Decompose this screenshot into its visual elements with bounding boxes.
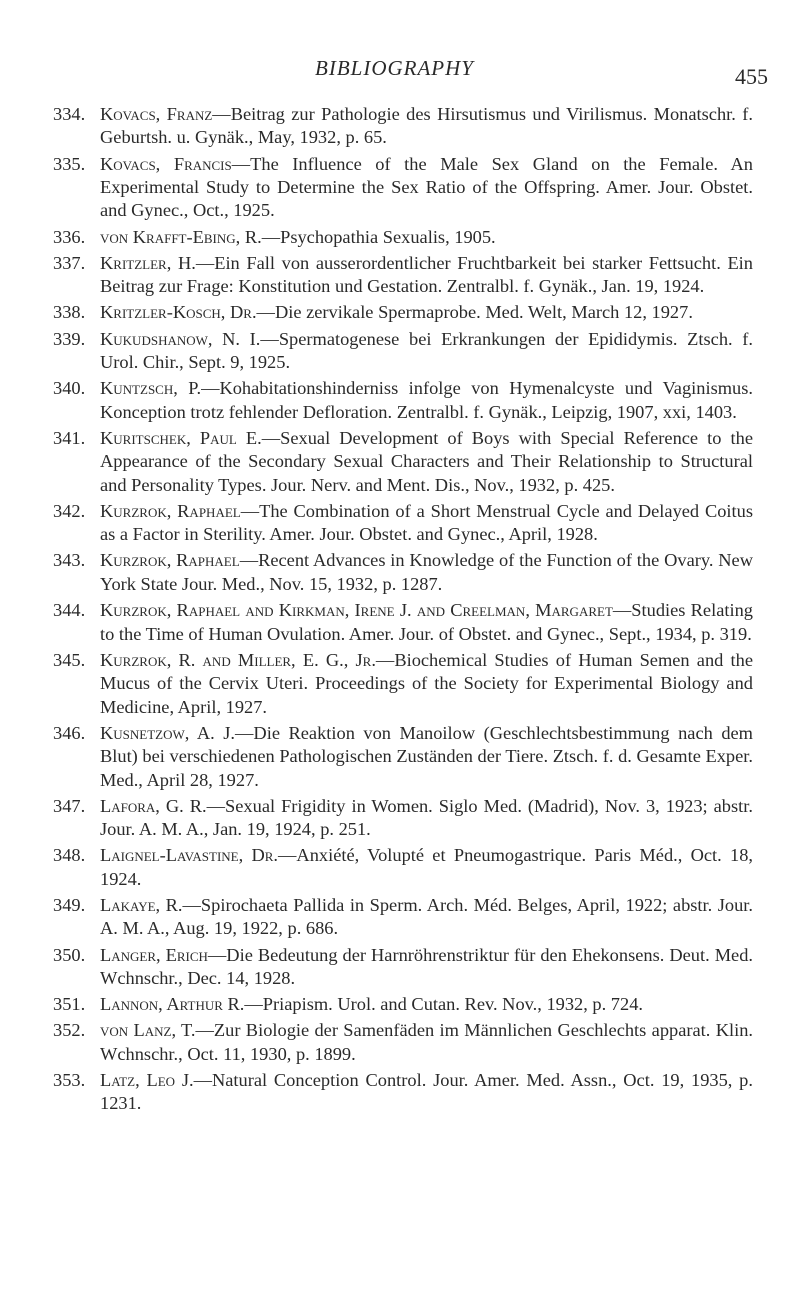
entry-number: 342. <box>53 500 86 521</box>
bibliography-entry <box>53 795 753 842</box>
entry-text: —The Combination of a Short Menstrual Cycle and Delayed Coitus as a Factor in Sterility. Amer. Jour. Obstet. and Gynec., April, 1928. <box>100 500 753 545</box>
entry-number: 348. <box>53 845 86 866</box>
bibliography-entry <box>53 153 753 223</box>
bibliography-entry <box>53 1019 753 1066</box>
entry-number: 343. <box>53 550 86 571</box>
entry-author: Kurzrok, Raphael <box>100 500 241 521</box>
entry-author: Kurzrok, R. and Miller, E. G., Jr. <box>100 649 376 670</box>
bibliography-entry <box>53 549 753 596</box>
entry-text: —Sexual Development of Boys with Special Reference to the Appearance of the Secondary Sexual Characters and Their Relationship to Structural and Personality Types. Jour. Nerv. and Ment. Dis., Nov., 1932, p. 425. <box>100 427 753 495</box>
page-number: 455 <box>735 64 768 89</box>
entry-number: 351. <box>53 994 86 1015</box>
entry-text: —The Influence of the Male Sex Gland on the Female. An Experimental Study to Determine the Sex Ratio of the Offspring. Amer. Jour. Obstet. and Gynec., Oct., 1925. <box>100 153 753 221</box>
entry-author: Kurzrok, Raphael and Kirkman, Irene J. and Creelman, Margaret <box>100 600 613 621</box>
entry-author: Kovacs, Franz <box>100 104 213 124</box>
entry-author: Kukudshanow, N. I. <box>100 328 261 349</box>
entry-number: 337. <box>53 252 86 273</box>
bibliography-entry <box>53 993 753 1016</box>
entry-text: —Natural Conception Control. Jour. Amer. Med. Assn., Oct. 19, 1935, p. 1231. <box>100 1069 753 1114</box>
entry-author: Kritzler-Kosch, Dr. <box>100 302 257 323</box>
bibliography-entry <box>53 427 753 497</box>
entry-number: 334. <box>53 104 86 124</box>
entry-author: von Lanz, T. <box>100 1020 196 1041</box>
bibliography-entry <box>53 500 753 547</box>
entry-text: —Ein Fall von ausserordentlicher Fruchtbarkeit bei starker Fettsucht. Ein Beitrag zur Frage: Konstitution und Gestation. Zentralbl. f. Gynäk., Jan. 19, 1924. <box>100 252 753 297</box>
page-header <box>0 56 800 96</box>
bibliography-entry <box>53 103 753 150</box>
bibliography-entry <box>53 252 753 299</box>
entry-text: —Biochemical Studies of Human Semen and the Mucus of the Cervix Uteri. Proceedings of the Society for Experimental Biology and Medicine, April, 1927. <box>100 649 753 717</box>
entry-text: —Priapism. Urol. and Cutan. Rev. Nov., 1932, p. 724. <box>244 994 643 1015</box>
entry-number: 341. <box>53 427 86 448</box>
entry-text: —Die Reaktion von Manoilow (Geschlechtsbestimmung nach dem Blut) bei verschiedenen Pathologischen Zuständen der Tiere. Ztsch. f. d. Gesamte Exper. Med., April 28, 1927. <box>100 722 753 790</box>
entry-author: Kovacs, Francis <box>100 153 232 174</box>
bibliography-entry <box>53 944 753 991</box>
entry-text: —Spermatogenese bei Erkrankungen der Epididymis. Ztsch. f. Urol. Chir., Sept. 9, 1925. <box>100 328 754 373</box>
entry-text: —Zur Biologie der Samenfäden im Männlichen Geschlechts apparat. Klin. Wchnschr., Oct. 11, 1930, p. 1899. <box>100 1020 754 1064</box>
entry-text: —Recent Advances in Knowledge of the Function of the Ovary. New York State Jour. Med., Nov. 15, 1932, p. 1287. <box>100 550 754 594</box>
bibliography-entry <box>53 844 753 891</box>
bibliography-entry <box>53 1069 753 1116</box>
bibliography-entry <box>53 894 753 941</box>
bibliography-entry <box>53 226 753 249</box>
bibliography-list <box>53 103 753 1119</box>
bibliography-entry <box>53 377 753 424</box>
entry-number: 350. <box>53 944 86 965</box>
entry-number: 347. <box>53 795 86 816</box>
entry-author: Kuritschek, Paul E. <box>100 427 262 448</box>
entry-author: von Krafft-Ebing, R. <box>100 226 262 247</box>
entry-number: 335. <box>53 153 86 174</box>
entry-number: 345. <box>53 649 86 670</box>
entry-text: —Die Bedeutung der Harnröhrenstriktur für den Ehekonsens. Deut. Med. Wchnschr., Dec. 14, 1928. <box>100 944 753 988</box>
entry-text: —Studies Relating to the Time of Human Ovulation. Amer. Jour. of Obstet. and Gynec., Sept., 1934, p. 319. <box>100 600 753 644</box>
entry-text: —Psychopathia Sexualis, 1905. <box>261 226 496 247</box>
entry-text: —Anxiété, Volupté et Pneumogastrique. Paris Méd., Oct. 18, 1924. <box>100 845 754 889</box>
entry-number: 349. <box>53 894 86 915</box>
bibliography-entry <box>53 599 753 646</box>
entry-text: —Spirochaeta Pallida in Sperm. Arch. Méd. Belges, April, 1922; abstr. Jour. A. M. A., Aug. 19, 1922, p. 686. <box>100 894 754 939</box>
entry-author: Kusnetzow, A. J. <box>100 722 236 743</box>
entry-author: Kuntzsch, P. <box>100 378 202 399</box>
entry-number: 336. <box>53 226 86 247</box>
entry-author: Langer, Erich <box>100 944 208 965</box>
bibliography-entry <box>53 301 753 324</box>
entry-author: Lannon, Arthur R. <box>100 994 245 1015</box>
entry-author: Lafora, G. R. <box>100 795 207 816</box>
running-title: BIBLIOGRAPHY <box>315 56 474 80</box>
entry-number: 346. <box>53 722 86 743</box>
bibliography-entry <box>53 722 753 792</box>
entry-text: —Sexual Frigidity in Women. Siglo Med. (Madrid), Nov. 3, 1923; abstr. Jour. A. M. A., Jan. 19, 1924, p. 251. <box>100 795 753 840</box>
entry-author: Kritzler, H. <box>100 252 196 273</box>
entry-text: —Die zervikale Spermaprobe. Med. Welt, March 12, 1927. <box>256 302 693 323</box>
entry-number: 344. <box>53 600 86 621</box>
bibliography-entry <box>53 328 753 375</box>
entry-number: 339. <box>53 328 86 349</box>
entry-number: 353. <box>53 1069 86 1090</box>
entry-text: —Kohabitationshinderniss infolge von Hymenalcyste und Vaginismus. Konception trotz fehlender Defloration. Zentralbl. f. Gynäk., Leipzig, 1907, xxi, 1403. <box>100 378 753 422</box>
entry-number: 338. <box>53 302 86 323</box>
bibliography-entry <box>53 649 753 719</box>
entry-number: 352. <box>53 1020 86 1041</box>
entry-author: Latz, Leo J. <box>100 1069 194 1090</box>
entry-author: Lakaye, R. <box>100 894 183 915</box>
entry-author: Laignel-Lavastine, Dr. <box>100 845 279 866</box>
entry-number: 340. <box>53 378 86 399</box>
entry-author: Kurzrok, Raphael <box>100 550 240 571</box>
entry-text: —Beitrag zur Pathologie des Hirsutismus und Virilismus. Monatschr. f. Geburtsh. u. Gynäk., May, 1932, p. 65. <box>100 104 753 148</box>
